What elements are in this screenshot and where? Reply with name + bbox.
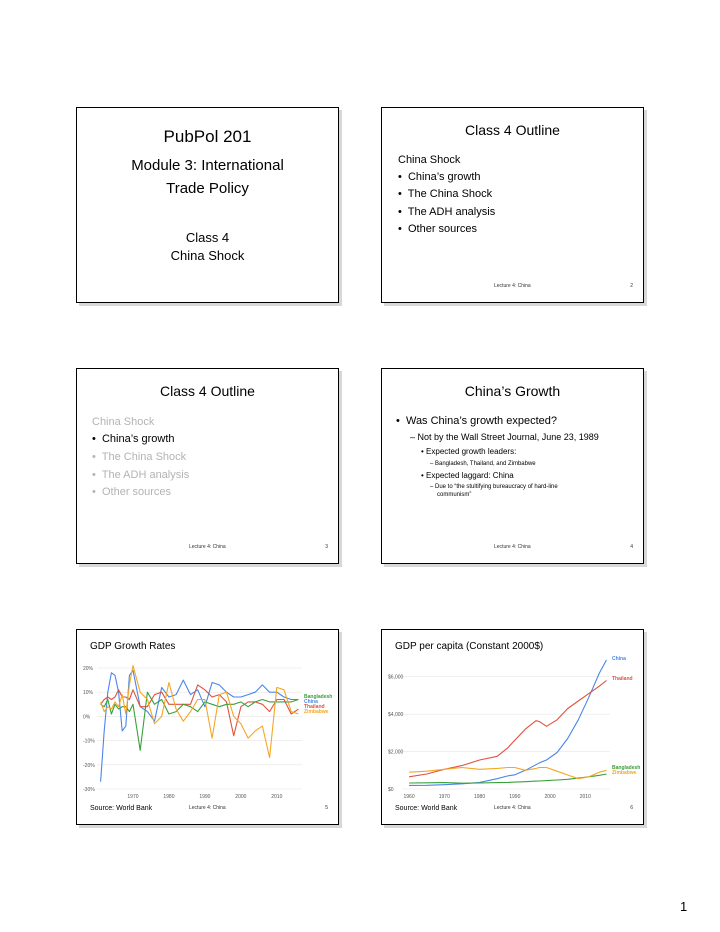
class-line-2: China Shock: [170, 248, 245, 263]
class-line-1: Class 4: [185, 230, 230, 245]
slide-title: Class 4 Outline: [465, 122, 560, 138]
x-tick-label: 1980: [163, 794, 175, 800]
footer-label: Lecture 4: China: [189, 544, 226, 550]
y-tick-label: $6,000: [388, 674, 404, 681]
source-label: Source: World Bank: [395, 805, 458, 812]
gdp-per-capita-chart: [382, 650, 643, 810]
x-tick-label: 1990: [199, 794, 211, 800]
slide-5-gdp-growth: [76, 629, 339, 825]
series-line-thailand: [409, 681, 606, 777]
outline-item-current: • China’s growth: [92, 433, 175, 445]
outline-heading: China Shock: [398, 154, 461, 166]
module-line-1: Module 3: International: [131, 157, 284, 174]
outline-item: • The ADH analysis: [92, 469, 190, 481]
footer-page-number: 6: [630, 805, 633, 811]
y-tick-label: $4,000: [388, 712, 404, 719]
legend-zimbabwe: Zimbabwe: [304, 709, 329, 715]
outline-item: • The ADH analysis: [398, 206, 496, 218]
legend-thailand: Thailand: [304, 704, 325, 710]
y-tick-label: 0%: [83, 714, 91, 721]
x-tick-label: 1980: [473, 794, 486, 800]
x-tick-label: 2010: [271, 794, 283, 800]
legend-china: China: [612, 656, 626, 662]
sub-bullet-6: communism”: [437, 492, 472, 498]
x-tick-label: 2000: [235, 794, 247, 800]
footer-label: Lecture 4: China: [494, 805, 531, 811]
slide-6-gdp-per-capita: [381, 629, 644, 825]
outline-heading: China Shock: [92, 416, 155, 428]
sub-bullet-2: • Expected growth leaders:: [421, 447, 517, 456]
y-tick-label: -30%: [83, 787, 95, 793]
slide-title: China’s Growth: [464, 383, 561, 399]
course-title: PubPol 201: [163, 127, 252, 146]
outline-item: • Other sources: [92, 486, 172, 498]
sub-bullet-5: – Due to “the stultifying bureaucracy of hard-line: [430, 484, 558, 490]
footer-page-number: 5: [325, 805, 328, 811]
x-tick-label: 2000: [544, 794, 556, 800]
series-line-zimbabwe: [101, 666, 299, 758]
y-tick-label: -20%: [83, 762, 95, 769]
footer-label: Lecture 4: China: [494, 283, 531, 289]
legend-bangladesh: Bangladesh: [304, 694, 333, 700]
source-label: Source: World Bank: [90, 805, 153, 812]
slide-title: Class 4 Outline: [160, 383, 255, 399]
slide-3-outline: [76, 368, 339, 564]
slide-4-chinas-growth: [381, 368, 644, 564]
page-number: 1: [680, 899, 688, 914]
series-line-china: [409, 660, 606, 786]
y-tick-label: 10%: [83, 690, 94, 697]
module-line-2: Trade Policy: [166, 180, 249, 197]
footer-page-number: 4: [630, 544, 633, 550]
footer-label: Lecture 4: China: [189, 805, 226, 811]
y-tick-label: 20%: [83, 666, 94, 672]
slide-title: GDP Growth Rates: [90, 641, 176, 652]
footer-page-number: 3: [325, 544, 328, 550]
growth-rate-chart: [77, 658, 338, 818]
legend-thailand: Thailand: [612, 676, 633, 682]
outline-item: • Other sources: [398, 223, 478, 235]
outline-item: • China’s growth: [398, 171, 481, 183]
y-tick-label: $0: [388, 787, 394, 793]
x-tick-label: 1990: [509, 794, 521, 800]
series-line-bangladesh: [101, 692, 299, 750]
slide-1-title: [76, 107, 339, 303]
x-tick-label: 1970: [438, 794, 450, 800]
x-tick-label: 2010: [579, 794, 591, 800]
sub-bullet-4: • Expected laggard: China: [421, 471, 514, 480]
sub-bullet-1: – Not by the Wall Street Journal, June 23, 1989: [410, 432, 599, 442]
slide-2-outline: [381, 107, 644, 303]
outline-item: • The China Shock: [398, 188, 493, 200]
y-tick-label: -10%: [83, 738, 95, 745]
footer-page-number: 2: [630, 283, 633, 289]
legend-china: China: [304, 699, 318, 705]
series-line-zimbabwe: [409, 768, 606, 779]
bullet-1: • Was China’s growth expected?: [396, 415, 557, 427]
legend-bangladesh: Bangladesh: [612, 765, 641, 771]
x-tick-label: 1960: [403, 794, 415, 800]
footer-label: Lecture 4: China: [494, 544, 531, 550]
x-tick-label: 1970: [127, 794, 139, 800]
legend-zimbabwe: Zimbabwe: [612, 770, 637, 776]
sub-bullet-3: – Bangladesh, Thailand, and Zimbabwe: [430, 461, 536, 467]
slide-title: GDP per capita (Constant 2000$): [395, 641, 544, 652]
y-tick-label: $2,000: [388, 749, 404, 756]
outline-item: • The China Shock: [92, 451, 187, 463]
